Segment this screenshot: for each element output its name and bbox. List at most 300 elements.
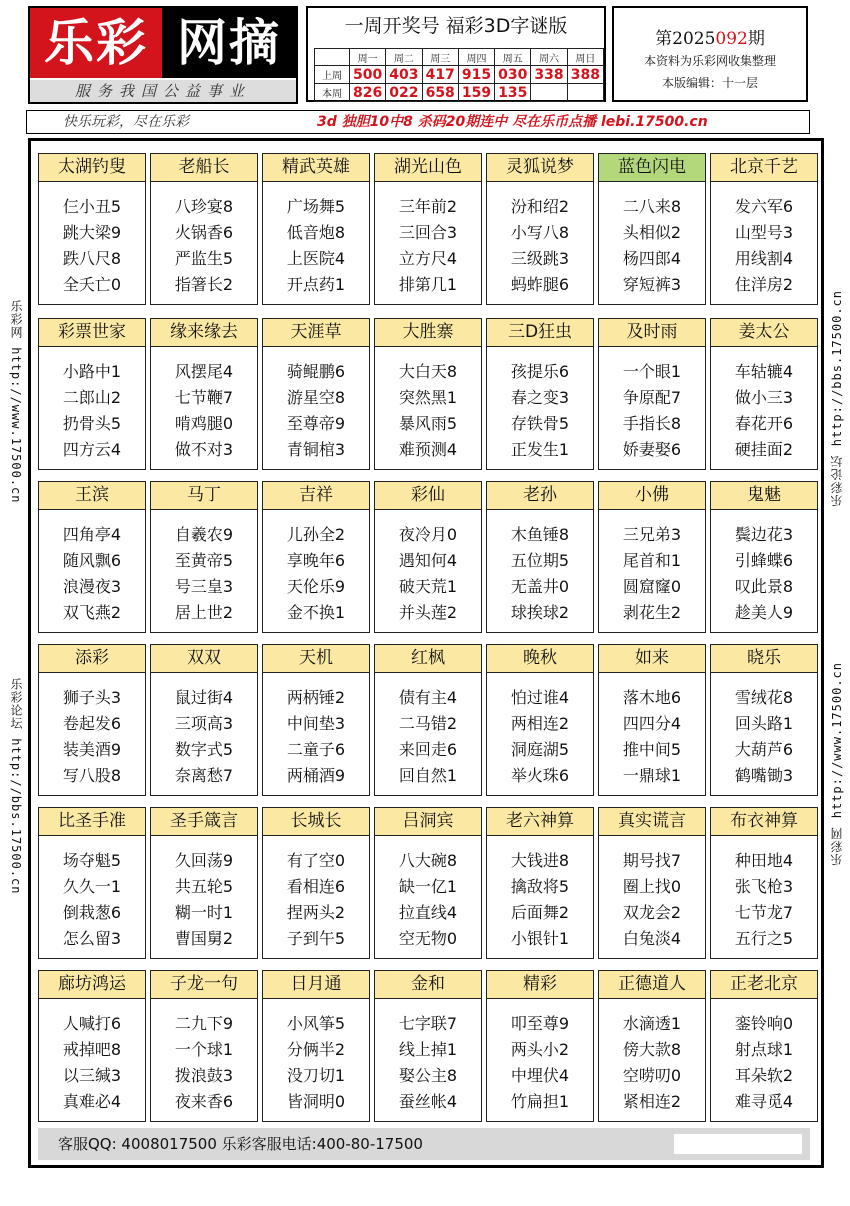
riddle-line: 球挨球2 — [510, 603, 570, 622]
riddle-card — [38, 153, 146, 305]
riddle-line: 头相似2 — [622, 223, 682, 242]
riddle-card — [150, 644, 258, 796]
footer — [38, 1128, 810, 1160]
riddle-line: 两相连2 — [510, 714, 570, 733]
riddle-line: 空唠叨0 — [622, 1066, 682, 1085]
riddle-line: 小路中1 — [62, 362, 122, 381]
riddle-card-title: 姜太公 — [711, 319, 817, 347]
riddle-card-title: 彩仙 — [375, 482, 481, 510]
riddle-line: 金不换1 — [286, 603, 346, 622]
riddle-card — [486, 481, 594, 633]
riddle-line: 严监生5 — [174, 249, 234, 268]
riddle-line: 中间垫3 — [286, 714, 346, 733]
riddle-line: 儿孙全2 — [286, 525, 346, 544]
riddle-card — [598, 970, 706, 1122]
riddle-line: 擒敌将5 — [510, 877, 570, 896]
riddle-card-title: 添彩 — [39, 645, 145, 673]
riddle-line: 数字式5 — [174, 740, 234, 759]
riddle-line: 期号找7 — [622, 851, 682, 870]
riddle-line: 两头小2 — [510, 1040, 570, 1059]
riddle-line: 难预测4 — [398, 440, 458, 459]
draw-number: 658 — [422, 84, 458, 102]
riddle-card — [598, 807, 706, 959]
draw-number: 022 — [386, 84, 422, 102]
riddle-line: 銮铃响0 — [734, 1014, 794, 1033]
last-week-row — [315, 66, 604, 84]
weekly-draw-panel — [306, 6, 606, 102]
slogan: 服务我国公益事业 — [30, 80, 296, 102]
riddle-line: 大白天8 — [398, 362, 458, 381]
riddle-line: 落木地6 — [622, 688, 682, 707]
riddle-card-title: 晓乐 — [711, 645, 817, 673]
riddle-line: 扔骨头5 — [62, 414, 122, 433]
riddle-line: 指箸长2 — [174, 275, 234, 294]
issue-editor: 本版编辑：十一层 — [661, 76, 758, 90]
riddle-line: 耳朵软2 — [734, 1066, 794, 1085]
riddle-card — [486, 644, 594, 796]
riddle-line: 空无物0 — [398, 929, 458, 948]
riddle-line: 跌八尺8 — [62, 249, 122, 268]
riddle-line: 拉直线4 — [398, 903, 458, 922]
riddle-line: 春之变3 — [510, 388, 570, 407]
riddle-line: 五行之5 — [734, 929, 794, 948]
riddle-line: 二童子6 — [286, 740, 346, 759]
riddle-line: 三回合3 — [398, 223, 458, 242]
logo-left-text: 乐彩 — [30, 8, 162, 78]
riddle-line: 仨小丑5 — [62, 197, 122, 216]
last-week-label: 上周 — [315, 66, 350, 84]
riddle-line: 洞庭湖5 — [510, 740, 570, 759]
riddle-line: 回头路1 — [734, 714, 794, 733]
riddle-card — [38, 318, 146, 470]
riddle-line: 用线割4 — [734, 249, 794, 268]
riddle-card-title: 老孙 — [487, 482, 593, 510]
riddle-line: 大葫芦6 — [734, 740, 794, 759]
riddle-card-title: 布衣神算 — [711, 808, 817, 836]
riddle-line: 低音炮8 — [286, 223, 346, 242]
riddle-card-title: 正老北京 — [711, 971, 817, 999]
day-header: 周五 — [495, 49, 531, 66]
draw-number: 417 — [422, 66, 458, 84]
side-text-left-top: 乐彩网 http://www.17500.cn — [9, 300, 23, 504]
riddle-line: 做不对3 — [174, 440, 234, 459]
riddle-card — [38, 970, 146, 1122]
riddle-line: 三项高3 — [174, 714, 234, 733]
riddle-line: 子到午5 — [286, 929, 346, 948]
riddle-card — [486, 807, 594, 959]
riddle-line: 上医院4 — [286, 249, 346, 268]
riddle-line: 小银针1 — [510, 929, 570, 948]
riddle-card — [598, 153, 706, 305]
riddle-line: 车轱辘4 — [734, 362, 794, 381]
draw-number: 500 — [350, 66, 386, 84]
riddle-line: 四方云4 — [62, 440, 122, 459]
riddle-card-title: 三D狂虫 — [487, 319, 593, 347]
riddle-line: 戒掉吧8 — [62, 1040, 122, 1059]
riddle-line: 立方尺4 — [398, 249, 458, 268]
riddle-line: 七字联7 — [398, 1014, 458, 1033]
riddle-card-title: 老六神算 — [487, 808, 593, 836]
riddle-line: 啃鸡腿0 — [174, 414, 234, 433]
riddle-line: 二郎山2 — [62, 388, 122, 407]
riddle-line: 共五轮5 — [174, 877, 234, 896]
riddle-card-title: 金和 — [375, 971, 481, 999]
riddle-card — [598, 644, 706, 796]
riddle-line: 七节鞭7 — [174, 388, 234, 407]
riddle-card — [150, 970, 258, 1122]
riddle-line: 没刀切1 — [286, 1066, 346, 1085]
riddle-line: 穿短裤3 — [622, 275, 682, 294]
riddle-line: 两桶酒9 — [286, 766, 346, 785]
riddle-grid — [28, 138, 824, 1168]
riddle-line: 写八股8 — [62, 766, 122, 785]
riddle-line: 风摆尾4 — [174, 362, 234, 381]
riddle-line: 鼠过街4 — [174, 688, 234, 707]
riddle-card-title: 北京千艺 — [711, 154, 817, 182]
day-header: 周四 — [458, 49, 494, 66]
riddle-line: 后面舞2 — [510, 903, 570, 922]
riddle-line: 水滴透1 — [622, 1014, 682, 1033]
riddle-line: 号三皇3 — [174, 577, 234, 596]
issue-note: 本资料为乐彩网收集整理 — [643, 54, 776, 68]
riddle-line: 奈离愁7 — [174, 766, 234, 785]
draw-number: 030 — [495, 66, 531, 84]
issue-panel — [612, 6, 808, 102]
riddle-line: 自羲农9 — [174, 525, 234, 544]
riddle-card — [262, 153, 370, 305]
day-header: 周一 — [350, 49, 386, 66]
riddle-card — [598, 318, 706, 470]
riddle-line: 引蜂蝶6 — [734, 551, 794, 570]
riddle-line: 至黄帝5 — [174, 551, 234, 570]
riddle-card — [150, 481, 258, 633]
riddle-line: 倒栽葱6 — [62, 903, 122, 922]
riddle-line: 夜来香6 — [174, 1092, 234, 1111]
riddle-line: 春花开6 — [734, 414, 794, 433]
riddle-line: 突然黑1 — [398, 388, 458, 407]
riddle-line: 卷起发6 — [62, 714, 122, 733]
riddle-line: 捏两头2 — [286, 903, 346, 922]
riddle-line: 竹扁担1 — [510, 1092, 570, 1111]
riddle-line: 举火珠6 — [510, 766, 570, 785]
issue-number: 第2025092期 — [655, 29, 765, 49]
riddle-line: 并头莲2 — [398, 603, 458, 622]
draw-number: 403 — [386, 66, 422, 84]
riddle-card — [150, 807, 258, 959]
riddle-line: 来回走6 — [398, 740, 458, 759]
riddle-line: 难寻觅4 — [734, 1092, 794, 1111]
riddle-card-title: 正德道人 — [599, 971, 705, 999]
riddle-line: 三兄弟3 — [622, 525, 682, 544]
riddle-card — [374, 318, 482, 470]
riddle-line: 种田地4 — [734, 851, 794, 870]
riddle-line: 张飞枪3 — [734, 877, 794, 896]
riddle-card-title: 王滨 — [39, 482, 145, 510]
riddle-card-title: 廊坊鸿运 — [39, 971, 145, 999]
footer-contact: 客服QQ: 4008017500 乐彩客服电话:400-80-17500 — [58, 1135, 423, 1153]
riddle-card-title: 马丁 — [151, 482, 257, 510]
riddle-line: 场夺魁5 — [62, 851, 122, 870]
day-header: 周六 — [531, 49, 567, 66]
riddle-card — [374, 644, 482, 796]
riddle-card-title: 太湖钓叟 — [39, 154, 145, 182]
riddle-card-title: 缘来缘去 — [151, 319, 257, 347]
draw-day-row — [315, 49, 604, 66]
riddle-card — [486, 318, 594, 470]
riddle-line: 八大碗8 — [398, 851, 458, 870]
riddle-line: 叹此景8 — [734, 577, 794, 596]
ribbon-slogan: 快乐玩彩，尽在乐彩 — [63, 114, 189, 130]
riddle-card-title: 彩票世家 — [39, 319, 145, 347]
riddle-line: 蚕丝帐4 — [398, 1092, 458, 1111]
riddle-line: 四角亭4 — [62, 525, 122, 544]
riddle-line: 久久一1 — [62, 877, 122, 896]
riddle-line: 存铁骨5 — [510, 414, 570, 433]
draw-number: 159 — [458, 84, 494, 102]
riddle-line: 一个眼1 — [622, 362, 682, 381]
riddle-line: 居上世2 — [174, 603, 234, 622]
riddle-line: 小风筝5 — [286, 1014, 346, 1033]
riddle-card-title: 精彩 — [487, 971, 593, 999]
riddle-line: 至尊帝9 — [286, 414, 346, 433]
riddle-card-title: 红枫 — [375, 645, 481, 673]
riddle-line: 二马错2 — [398, 714, 458, 733]
draw-number — [531, 84, 567, 102]
riddle-line: 皆洞明0 — [286, 1092, 346, 1111]
riddle-line: 全夭亡0 — [62, 275, 122, 294]
riddle-card — [374, 970, 482, 1122]
riddle-line: 雪绒花8 — [734, 688, 794, 707]
riddle-line: 正发生1 — [510, 440, 570, 459]
riddle-line: 夜冷月0 — [398, 525, 458, 544]
riddle-line: 开点药1 — [286, 275, 346, 294]
riddle-card-title: 精武英雄 — [263, 154, 369, 182]
riddle-card — [262, 970, 370, 1122]
riddle-line: 享晚年6 — [286, 551, 346, 570]
riddle-line: 债有主4 — [398, 688, 458, 707]
logo — [28, 6, 298, 104]
riddle-line: 怎么留3 — [62, 929, 122, 948]
riddle-line: 天伦乐9 — [286, 577, 346, 596]
riddle-card-title: 大胜寨 — [375, 319, 481, 347]
riddle-line: 有了空0 — [286, 851, 346, 870]
riddle-line: 双龙会2 — [622, 903, 682, 922]
promo-ribbon — [26, 110, 810, 134]
riddle-card-title: 湖光山色 — [375, 154, 481, 182]
riddle-card — [710, 807, 818, 959]
draw-number — [567, 84, 603, 102]
riddle-line: 青铜棺3 — [286, 440, 346, 459]
riddle-line: 木鱼锤8 — [510, 525, 570, 544]
side-text-right-bottom: 乐彩网 http://www.17500.cn — [830, 662, 844, 866]
riddle-line: 缺一亿1 — [398, 877, 458, 896]
riddle-card-title: 吉祥 — [263, 482, 369, 510]
riddle-line: 争原配7 — [622, 388, 682, 407]
riddle-line: 硬挂面2 — [734, 440, 794, 459]
riddle-line: 看相连6 — [286, 877, 346, 896]
riddle-line: 趁美人9 — [734, 603, 794, 622]
draw-number: 826 — [350, 84, 386, 102]
riddle-card — [374, 481, 482, 633]
riddle-card — [710, 153, 818, 305]
side-text-left-bottom: 乐彩论坛 http://bbs.17500.cn — [9, 678, 23, 895]
riddle-line: 分俩半2 — [286, 1040, 346, 1059]
riddle-line: 一个球1 — [174, 1040, 234, 1059]
riddle-line: 三年前2 — [398, 197, 458, 216]
logo-right-text: 网摘 — [162, 8, 296, 78]
ribbon-promo-link[interactable]: 3d 独胆10中8 杀码20期连中 尽在乐币点播 lebi.17500.cn — [317, 114, 708, 130]
riddle-line: 娇妻娶6 — [622, 440, 682, 459]
riddle-line: 圈上找0 — [622, 877, 682, 896]
riddle-card-title: 天机 — [263, 645, 369, 673]
riddle-card-title: 日月通 — [263, 971, 369, 999]
day-header: 周二 — [386, 49, 422, 66]
riddle-card-title: 天涯草 — [263, 319, 369, 347]
riddle-line: 破天荒1 — [398, 577, 458, 596]
riddle-card — [374, 807, 482, 959]
riddle-line: 小写八8 — [510, 223, 570, 242]
riddle-line: 住洋房2 — [734, 275, 794, 294]
issue-number-red: 092 — [715, 29, 748, 49]
riddle-line: 山型号3 — [734, 223, 794, 242]
riddle-card-title: 双双 — [151, 645, 257, 673]
riddle-card — [486, 153, 594, 305]
riddle-line: 狮子头3 — [62, 688, 122, 707]
riddle-card — [486, 970, 594, 1122]
riddle-line: 五位期5 — [510, 551, 570, 570]
riddle-card-title: 比圣手准 — [39, 808, 145, 836]
riddle-line: 跳大梁9 — [62, 223, 122, 242]
riddle-card-title: 老船长 — [151, 154, 257, 182]
riddle-line: 圆窟窿0 — [622, 577, 682, 596]
day-header: 周日 — [567, 49, 603, 66]
riddle-card — [262, 318, 370, 470]
riddle-line: 双飞燕2 — [62, 603, 122, 622]
riddle-card — [710, 644, 818, 796]
riddle-card-title: 灵狐说梦 — [487, 154, 593, 182]
riddle-line: 二八来8 — [622, 197, 682, 216]
riddle-line: 叩至尊9 — [510, 1014, 570, 1033]
riddle-line: 以三缄3 — [62, 1066, 122, 1085]
riddle-card — [598, 481, 706, 633]
riddle-line: 回自然1 — [398, 766, 458, 785]
draw-table — [314, 48, 604, 102]
this-week-row — [315, 84, 604, 102]
riddle-line: 二九下9 — [174, 1014, 234, 1033]
riddle-line: 汾和绍2 — [510, 197, 570, 216]
riddle-line: 傍大款8 — [622, 1040, 682, 1059]
riddle-line: 射点球1 — [734, 1040, 794, 1059]
riddle-line: 七节龙7 — [734, 903, 794, 922]
riddle-line: 无盖井0 — [510, 577, 570, 596]
riddle-card — [710, 318, 818, 470]
riddle-card-title: 长城长 — [263, 808, 369, 836]
riddle-line: 中埋伏4 — [510, 1066, 570, 1085]
draw-title: 一周开奖号 福彩3D字谜版 — [344, 15, 568, 37]
riddle-line: 紧相连2 — [622, 1092, 682, 1111]
draw-number: 338 — [531, 66, 567, 84]
riddle-line: 娶公主8 — [398, 1066, 458, 1085]
riddle-line: 做小三3 — [734, 388, 794, 407]
riddle-line: 游星空8 — [286, 388, 346, 407]
riddle-line: 糊一时1 — [174, 903, 234, 922]
riddle-line: 白兔淡4 — [622, 929, 682, 948]
riddle-card — [710, 970, 818, 1122]
riddle-line: 线上掉1 — [398, 1040, 458, 1059]
riddle-line: 暴风雨5 — [398, 414, 458, 433]
riddle-card-title: 及时雨 — [599, 319, 705, 347]
riddle-line: 杨四郎4 — [622, 249, 682, 268]
riddle-line: 鬓边花3 — [734, 525, 794, 544]
riddle-line: 火锅香6 — [174, 223, 234, 242]
riddle-card-title: 小佛 — [599, 482, 705, 510]
riddle-line: 蚂蚱腿6 — [510, 275, 570, 294]
draw-number: 388 — [567, 66, 603, 84]
draw-number: 915 — [458, 66, 494, 84]
riddle-card-title: 如来 — [599, 645, 705, 673]
riddle-line: 人喊打6 — [62, 1014, 122, 1033]
riddle-line: 尾首和1 — [622, 551, 682, 570]
riddle-card — [150, 318, 258, 470]
riddle-card — [710, 481, 818, 633]
riddle-card-title: 晚秋 — [487, 645, 593, 673]
riddle-line: 四四分4 — [622, 714, 682, 733]
riddle-line: 骑鲲鹏6 — [286, 362, 346, 381]
riddle-line: 随风飘6 — [62, 551, 122, 570]
riddle-line: 鹤嘴锄3 — [734, 766, 794, 785]
riddle-line: 怕过谁4 — [510, 688, 570, 707]
riddle-line: 大钱进8 — [510, 851, 570, 870]
riddle-card — [38, 807, 146, 959]
riddle-card — [38, 644, 146, 796]
riddle-line: 三级跳3 — [510, 249, 570, 268]
riddle-card — [262, 481, 370, 633]
riddle-card — [262, 644, 370, 796]
riddle-line: 发六军6 — [734, 197, 794, 216]
riddle-card-title: 圣手箴言 — [151, 808, 257, 836]
riddle-card-title: 子龙一句 — [151, 971, 257, 999]
riddle-line: 孩提乐6 — [510, 362, 570, 381]
riddle-card-title: 吕洞宾 — [375, 808, 481, 836]
day-header: 周三 — [422, 49, 458, 66]
riddle-line: 遇知何4 — [398, 551, 458, 570]
riddle-line: 剥花生2 — [622, 603, 682, 622]
riddle-line: 装美酒9 — [62, 740, 122, 759]
riddle-card-title: 鬼魅 — [711, 482, 817, 510]
riddle-card — [150, 153, 258, 305]
riddle-line: 两柄锤2 — [286, 688, 346, 707]
riddle-card-title: 蓝色闪电 — [599, 154, 705, 182]
riddle-line: 拨浪鼓3 — [174, 1066, 234, 1085]
riddle-line: 一鼎球1 — [622, 766, 682, 785]
riddle-card — [262, 807, 370, 959]
riddle-line: 浪漫夜3 — [62, 577, 122, 596]
riddle-card — [374, 153, 482, 305]
riddle-card — [38, 481, 146, 633]
riddle-card-title: 真实谎言 — [599, 808, 705, 836]
footer-blank-box — [674, 1134, 802, 1154]
draw-number: 135 — [495, 84, 531, 102]
side-text-right-top: 乐彩论坛 http://bbs.17500.cn — [830, 290, 844, 507]
riddle-line: 八珍宴8 — [174, 197, 234, 216]
this-week-label: 本周 — [315, 84, 350, 102]
riddle-line: 排第几1 — [398, 275, 458, 294]
riddle-line: 广场舞5 — [286, 197, 346, 216]
riddle-line: 曹国舅2 — [174, 929, 234, 948]
riddle-line: 久回荡9 — [174, 851, 234, 870]
riddle-line: 手指长8 — [622, 414, 682, 433]
riddle-line: 推中间5 — [622, 740, 682, 759]
